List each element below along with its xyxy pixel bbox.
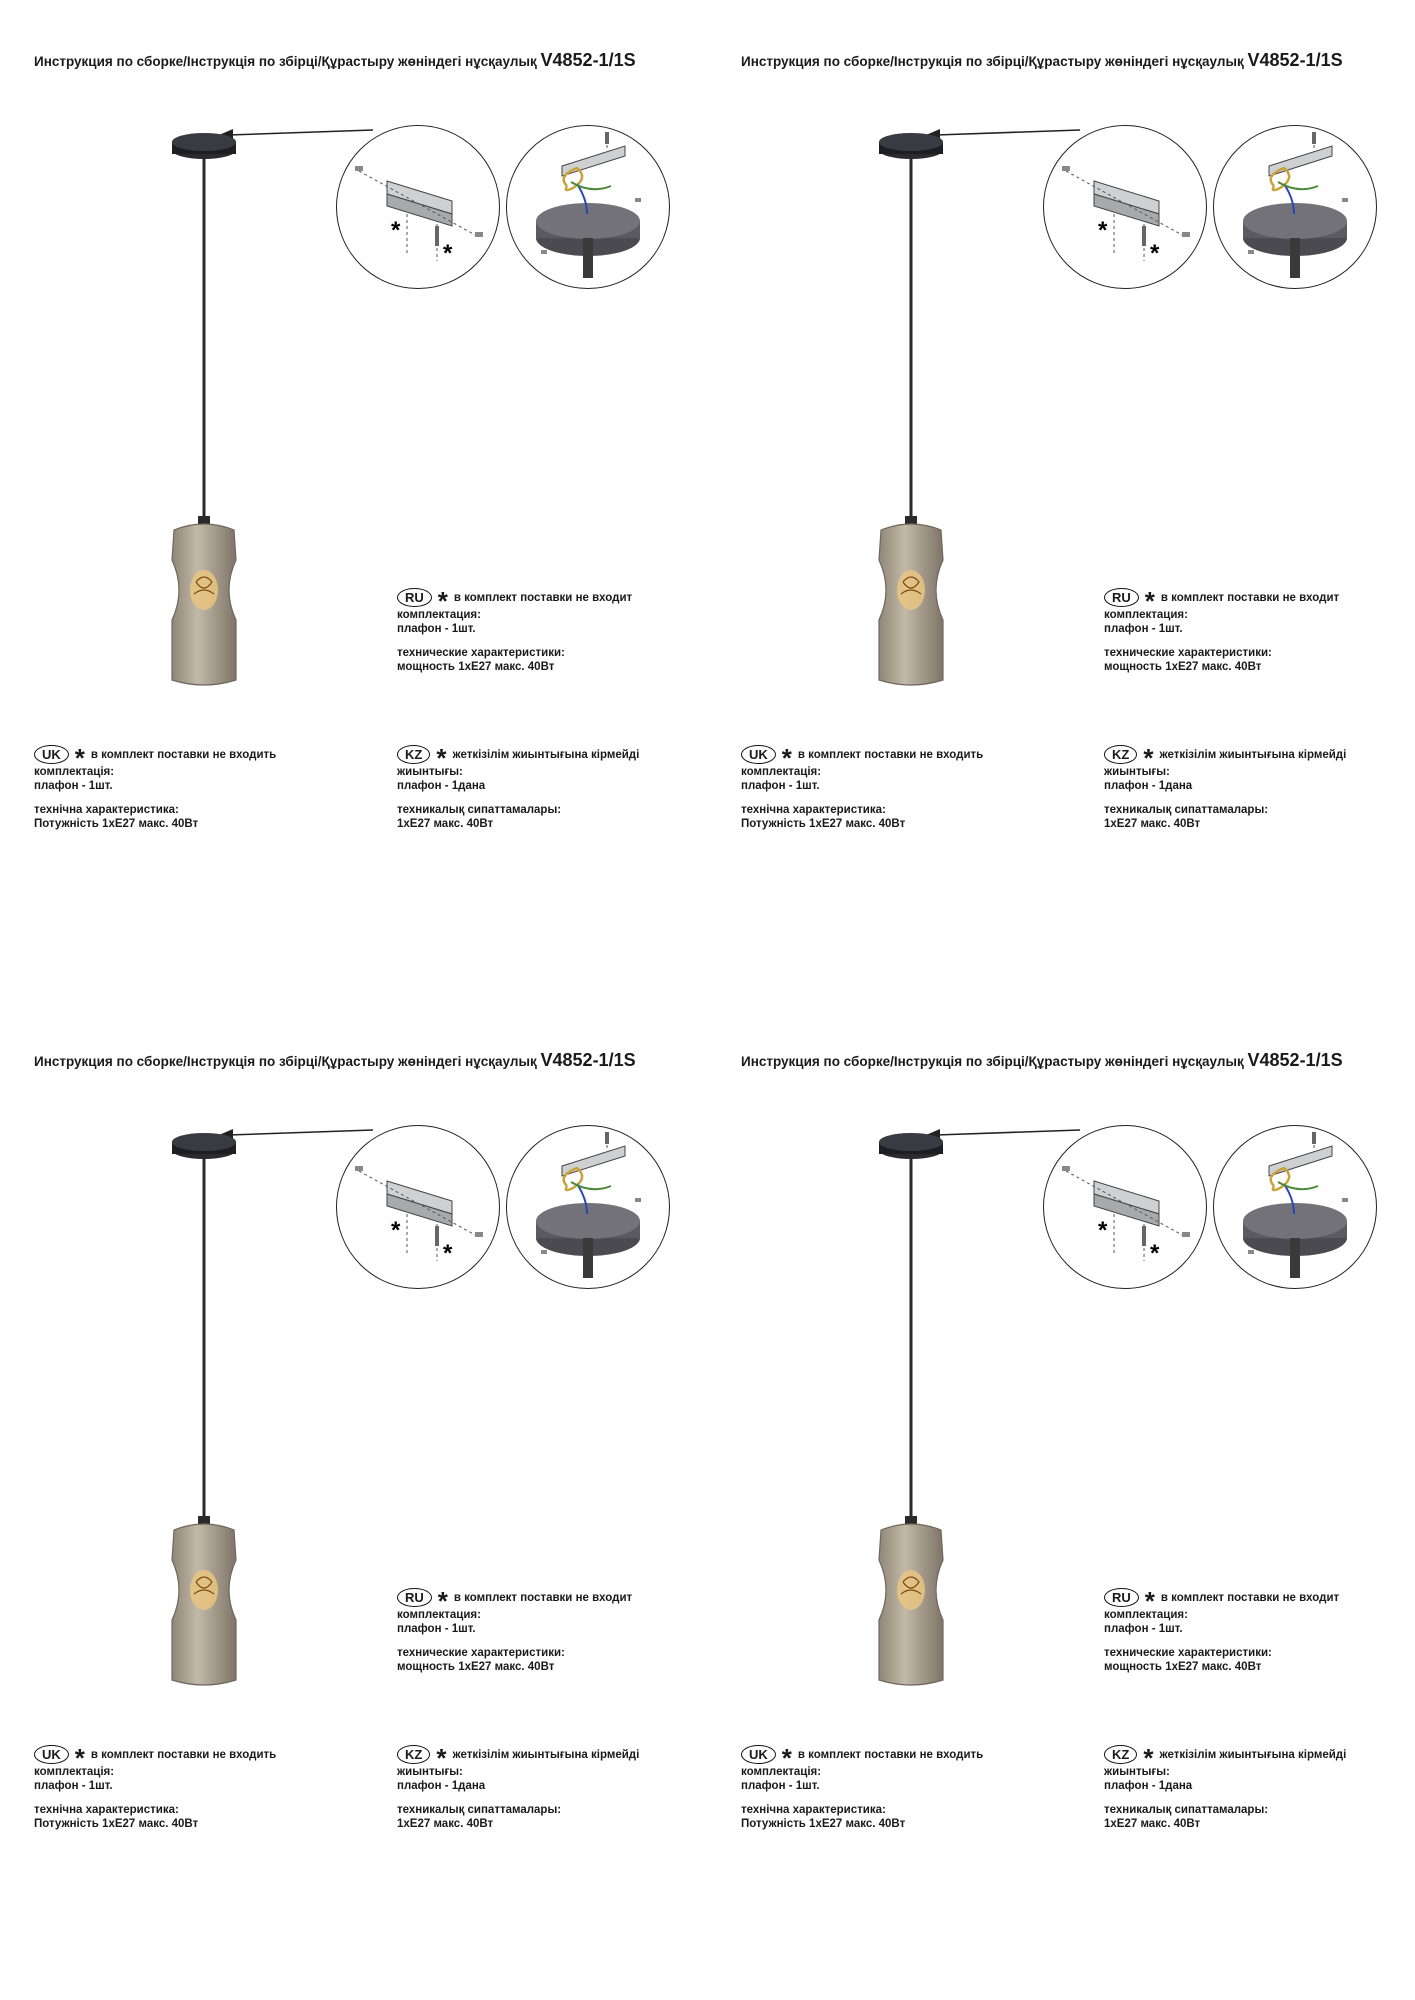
pendant-lamp-illustration	[150, 1120, 250, 1700]
info-block-uk: UK * в комплект поставки не входить комплектація: плафон - 1шт. технічна характеристика: Потужність 1хЕ27 макс. 40Вт	[741, 1742, 984, 1830]
bracket-detail-circle	[336, 1125, 500, 1289]
not-included-mark: *	[443, 1240, 453, 1267]
info-block-ru: RU * в комплект поставки не входит комплектация: плафон - 1шт. технические характеристики: мощность 1хЕ27 макс. 40Вт	[397, 585, 633, 673]
asterisk-icon: *	[1143, 1742, 1154, 1773]
wiring-detail-circle	[1213, 125, 1377, 289]
asterisk-icon: *	[437, 1585, 448, 1616]
asterisk-icon: *	[1144, 585, 1155, 616]
info-block-uk: UK * в комплект поставки не входить комплектація: плафон - 1шт. технічна характеристика: Потужність 1хЕ27 макс. 40Вт	[34, 1742, 277, 1830]
not-included-mark: *	[1150, 240, 1160, 267]
not-included-mark: *	[1098, 1217, 1108, 1244]
asterisk-icon: *	[74, 1742, 85, 1773]
info-block-kz: KZ * жеткізілім жиынтығына кірмейді жиынтығы: плафон - 1дана техникалық сипаттамалары: 1хЕ27 макс. 40Вт	[1104, 742, 1347, 830]
pendant-lamp-illustration	[857, 1120, 957, 1700]
wiring-detail-circle	[506, 125, 670, 289]
info-block-ru: RU * в комплект поставки не входит комплектация: плафон - 1шт. технические характеристики: мощность 1хЕ27 макс. 40Вт	[1104, 1585, 1340, 1673]
bracket-detail-circle	[1043, 1125, 1207, 1289]
lang-badge-uk: UK	[741, 745, 776, 764]
info-block-ru: RU * в комплект поставки не входит комплектация: плафон - 1шт. технические характеристики: мощность 1хЕ27 макс. 40Вт	[1104, 585, 1340, 673]
lang-badge-uk: UK	[741, 1745, 776, 1764]
lang-badge-ru: RU	[1104, 1588, 1139, 1607]
page-title: Инструкция по сборке/Інструкція по збірці/Құрастыру жөніндегі нұсқаулық V4852-1/1S	[741, 50, 1343, 70]
pendant-lamp-illustration	[150, 120, 250, 700]
wiring-detail-circle	[1213, 1125, 1377, 1289]
lang-badge-uk: UK	[34, 745, 69, 764]
lang-badge-kz: KZ	[397, 745, 430, 764]
bracket-detail-circle	[336, 125, 500, 289]
lang-badge-uk: UK	[34, 1745, 69, 1764]
info-block-kz: KZ * жеткізілім жиынтығына кірмейді жиынтығы: плафон - 1дана техникалық сипаттамалары: 1хЕ27 макс. 40Вт	[397, 1742, 640, 1830]
page-title: Инструкция по сборке/Інструкція по збірці/Құрастыру жөніндегі нұсқаулық V4852-1/1S	[34, 1050, 636, 1070]
info-block-uk: UK * в комплект поставки не входить комплектація: плафон - 1шт. технічна характеристика: Потужність 1хЕ27 макс. 40Вт	[34, 742, 277, 830]
asterisk-icon: *	[1144, 1585, 1155, 1616]
lang-badge-kz: KZ	[397, 1745, 430, 1764]
pendant-lamp-illustration	[857, 120, 957, 700]
bracket-detail-circle	[1043, 125, 1207, 289]
not-included-mark: *	[1098, 217, 1108, 244]
info-block-kz: KZ * жеткізілім жиынтығына кірмейді жиынтығы: плафон - 1дана техникалық сипаттамалары: 1хЕ27 макс. 40Вт	[397, 742, 640, 830]
asterisk-icon: *	[1143, 742, 1154, 773]
instruction-panel-1	[0, 0, 707, 1000]
lang-badge-ru: RU	[397, 588, 432, 607]
lang-badge-ru: RU	[397, 1588, 432, 1607]
lang-badge-kz: KZ	[1104, 745, 1137, 764]
info-block-uk: UK * в комплект поставки не входить комплектація: плафон - 1шт. технічна характеристика: Потужність 1хЕ27 макс. 40Вт	[741, 742, 984, 830]
lang-badge-kz: KZ	[1104, 1745, 1137, 1764]
page-title: Инструкция по сборке/Інструкція по збірці/Құрастыру жөніндегі нұсқаулық V4852-1/1S	[741, 1050, 1343, 1070]
not-included-mark: *	[443, 240, 453, 267]
asterisk-icon: *	[437, 585, 448, 616]
not-included-mark: *	[1150, 1240, 1160, 1267]
asterisk-icon: *	[74, 742, 85, 773]
asterisk-icon: *	[781, 742, 792, 773]
info-block-ru: RU * в комплект поставки не входит комплектация: плафон - 1шт. технические характеристики: мощность 1хЕ27 макс. 40Вт	[397, 1585, 633, 1673]
info-block-kz: KZ * жеткізілім жиынтығына кірмейді жиынтығы: плафон - 1дана техникалық сипаттамалары: 1хЕ27 макс. 40Вт	[1104, 1742, 1347, 1830]
lang-badge-ru: RU	[1104, 588, 1139, 607]
asterisk-icon: *	[436, 1742, 447, 1773]
instruction-panel-3	[0, 1000, 707, 2000]
asterisk-icon: *	[436, 742, 447, 773]
not-included-mark: *	[391, 1217, 401, 1244]
not-included-mark: *	[391, 217, 401, 244]
instruction-panel-4	[707, 1000, 1414, 2000]
instruction-panel-2	[707, 0, 1414, 1000]
wiring-detail-circle	[506, 1125, 670, 1289]
asterisk-icon: *	[781, 1742, 792, 1773]
page-title: Инструкция по сборке/Інструкція по збірці/Құрастыру жөніндегі нұсқаулық V4852-1/1S	[34, 50, 636, 70]
